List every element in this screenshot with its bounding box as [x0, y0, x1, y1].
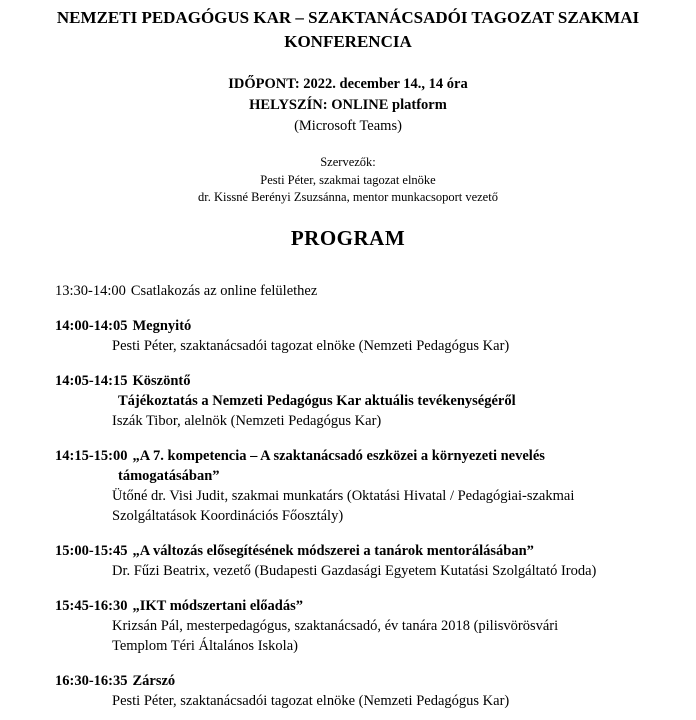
item-speaker: Krizsán Pál, mesterpedagógus, szaktanácsadó, év tanára 2018 (pilisvörösvári	[112, 617, 559, 634]
item-title: Köszöntő	[132, 372, 191, 389]
item-title: „A változás elősegítésének módszerei a tanárok mentorálásában”	[132, 542, 534, 559]
item-speaker: Pesti Péter, szaktanácsadói tagozat elnöke (Nemzeti Pedagógus Kar)	[112, 337, 510, 354]
schedule-item-greeting	[0, 371, 696, 431]
organizer-name: dr. Kissné Berényi Zsuzsánna, mentor munkacsoport vezető	[198, 190, 498, 204]
intro-text: Csatlakozás az online felülethez	[130, 282, 318, 299]
item-time: 16:30-16:35	[55, 672, 128, 689]
item-title-continued: támogatásában”	[118, 467, 220, 484]
item-time: 15:00-15:45	[55, 542, 128, 559]
item-speaker: Iszák Tibor, alelnök (Nemzeti Pedagógus Kar)	[112, 412, 382, 429]
schedule-item-opening	[0, 316, 696, 356]
item-speaker-continued: Szolgáltatások Koordinációs Főosztály)	[112, 507, 344, 524]
page-title	[0, 6, 696, 54]
organizers-block	[0, 154, 696, 207]
item-time: 15:45-16:30	[55, 597, 128, 614]
page-title-line1: NEMZETI PEDAGÓGUS KAR – SZAKTANÁCSADÓI TAGOZAT SZAKMAI	[56, 8, 640, 27]
intro-time: 13:30-14:00	[55, 282, 126, 299]
event-platform: (Microsoft Teams)	[294, 118, 402, 134]
item-time: 14:15-15:00	[55, 447, 128, 464]
item-subtitle: Tájékoztatás a Nemzeti Pedagógus Kar aktuális tevékenységéről	[118, 392, 516, 409]
event-datetime: IDŐPONT: 2022. december 14., 14 óra	[228, 76, 468, 92]
item-time: 14:00-14:05	[55, 317, 128, 334]
schedule-item-mentoring-talk	[0, 541, 696, 581]
item-speaker: Dr. Fűzi Beatrix, vezető (Budapesti Gazdasági Egyetem Kutatási Szolgáltató Iroda)	[112, 562, 597, 579]
organizer-name: Pesti Péter, szakmai tagozat elnöke	[260, 172, 436, 187]
item-title: „A 7. kompetencia – A szaktanácsadó eszközei a környezeti nevelés	[132, 447, 545, 464]
event-meta	[0, 74, 696, 137]
organizers-label: Szervezők:	[320, 155, 376, 169]
schedule-item-ikt-talk	[0, 596, 696, 656]
schedule-item-competence-talk	[0, 446, 696, 526]
program-heading: PROGRAM	[290, 225, 406, 250]
item-speaker: Ütőné dr. Visi Judit, szakmai munkatárs (Oktatási Hivatal / Pedagógiai-szakmai	[112, 487, 575, 504]
schedule	[0, 281, 696, 711]
schedule-item-closing	[0, 671, 696, 711]
schedule-intro	[0, 281, 696, 301]
item-title: „IKT módszertani előadás”	[132, 597, 304, 614]
event-location: HELYSZÍN: ONLINE platform	[249, 97, 447, 113]
page-title-line2: KONFERENCIA	[284, 32, 412, 51]
item-title: Megnyitó	[132, 317, 192, 334]
item-speaker: Pesti Péter, szaktanácsadói tagozat elnöke (Nemzeti Pedagógus Kar)	[112, 692, 510, 709]
item-time: 14:05-14:15	[55, 372, 128, 389]
item-speaker-continued: Templom Téri Általános Iskola)	[112, 637, 298, 654]
item-title: Zárszó	[132, 672, 176, 689]
